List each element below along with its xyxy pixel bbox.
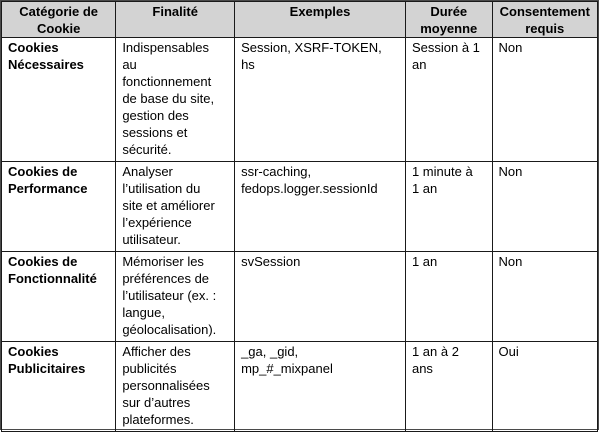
category-text: Cookies Nécessaires xyxy=(8,40,84,72)
cookie-table xyxy=(1,1,598,432)
cell-duration xyxy=(405,162,492,252)
table-row xyxy=(2,38,598,162)
duration-text: 1 an à 2 ans xyxy=(411,344,459,376)
header-purpose-label: Finalité xyxy=(152,4,198,19)
purpose-text: Afficher des publicités personnalisées sur d’autres plateformes. xyxy=(122,344,210,427)
cell-purpose xyxy=(116,38,235,162)
cell-examples xyxy=(235,162,406,252)
category-text: Cookies Publicitaires xyxy=(8,344,86,376)
examples-text: ssr-caching, fedops.logger.sessionId xyxy=(241,164,378,196)
cell-examples xyxy=(235,38,406,162)
cell-purpose xyxy=(116,342,235,432)
category-text: Cookies de Fonctionnalité xyxy=(8,254,97,286)
category-text: Cookies de Performance xyxy=(8,164,88,196)
cell-duration xyxy=(405,252,492,342)
cell-consent xyxy=(492,252,597,342)
examples-text: _ga, _gid, mp_#_mixpanel xyxy=(241,344,333,376)
header-category xyxy=(2,2,116,38)
header-consent-label: Consentement requis xyxy=(499,4,590,36)
header-examples xyxy=(235,2,406,38)
cell-category xyxy=(2,342,116,432)
header-consent xyxy=(492,2,597,38)
duration-text: Session à 1 an xyxy=(411,40,480,72)
consent-text: Oui xyxy=(498,344,519,359)
header-duration-label: Durée moyenne xyxy=(420,4,478,36)
table-row xyxy=(2,162,598,252)
purpose-text: Mémoriser les préférences de l’utilisateur (ex. : langue, géolocalisation). xyxy=(122,254,217,337)
header-examples-label: Exemples xyxy=(289,4,351,19)
cell-purpose xyxy=(116,252,235,342)
header-category-label: Catégorie de Cookie xyxy=(19,4,99,36)
cell-consent xyxy=(492,38,597,162)
consent-text: Non xyxy=(498,164,523,179)
duration-text: 1 minute à 1 an xyxy=(411,164,473,196)
purpose-text: Analyser l’utilisation du site et améliorer l’expérience utilisateur. xyxy=(122,164,215,247)
cell-duration xyxy=(405,38,492,162)
cell-examples xyxy=(235,252,406,342)
duration-text: 1 an xyxy=(411,254,438,269)
table-header-row xyxy=(2,2,598,38)
consent-text: Non xyxy=(498,40,523,55)
consent-text: Non xyxy=(498,254,523,269)
cell-consent xyxy=(492,342,597,432)
cell-purpose xyxy=(116,162,235,252)
examples-text: Session, XSRF-TOKEN, hs xyxy=(241,40,382,72)
cell-consent xyxy=(492,162,597,252)
table-row xyxy=(2,252,598,342)
cell-category xyxy=(2,252,116,342)
header-duration xyxy=(405,2,492,38)
cell-category xyxy=(2,162,116,252)
examples-text: svSession xyxy=(241,254,301,269)
cell-examples xyxy=(235,342,406,432)
purpose-text: Indispensables au fonctionnement de base du site, gestion des sessions et sécurité. xyxy=(122,40,215,157)
header-purpose xyxy=(116,2,235,38)
cell-duration xyxy=(405,342,492,432)
table-row xyxy=(2,342,598,432)
cell-category xyxy=(2,38,116,162)
